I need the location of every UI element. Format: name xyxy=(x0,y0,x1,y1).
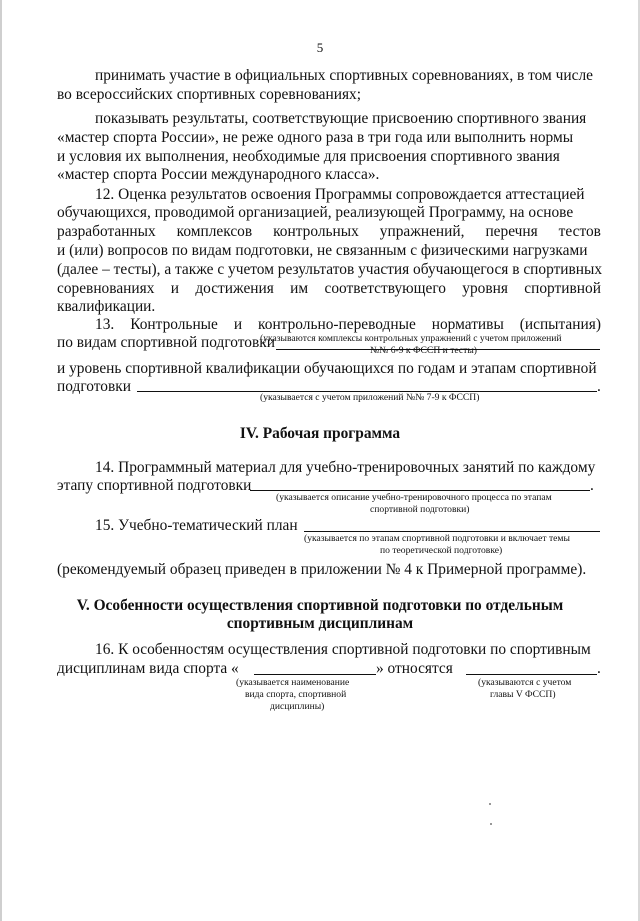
text-line: (рекомендуемый образец приведен в приложении № 4 к Примерной программе). xyxy=(57,561,587,578)
text-line: обучающихся, проводимой организацией, реализующей Программу, на основе xyxy=(57,204,574,221)
section-heading: IV. Рабочая программа xyxy=(239,425,401,442)
word: Контрольные xyxy=(130,316,218,333)
word: и xyxy=(233,316,243,333)
text-line: квалификации. xyxy=(57,298,156,315)
period: . xyxy=(597,378,601,395)
hint-note: (указываются комплексы контрольных упражнений с учетом приложений xyxy=(260,333,562,344)
hint-note: спортивной подготовки) xyxy=(370,504,470,515)
text-line: 12. Оценка результатов освоения Программы сопровождается аттестацией xyxy=(95,186,585,203)
word: комплексов xyxy=(176,223,253,240)
fill-in-blank xyxy=(466,674,597,675)
hint-note: №№ 6-9 к ФССП и тесты) xyxy=(370,345,477,356)
word: тестов xyxy=(558,223,601,240)
hint-note: по теоретической подготовке) xyxy=(380,545,503,556)
word: достижения xyxy=(195,280,274,297)
word: разработанных xyxy=(57,223,156,240)
word: контрольных xyxy=(273,223,359,240)
word: им xyxy=(290,280,309,297)
text-line: 16. К особенностям осуществления спортивной подготовки по спортивным xyxy=(95,641,591,658)
text-line: этапу спортивной подготовки xyxy=(57,477,252,494)
text-line: (далее – тесты), а также с учетом результатов участия обучающегося в спортивных xyxy=(57,261,603,278)
word: упражнений, xyxy=(379,223,465,240)
text-line-justified xyxy=(57,223,601,241)
scan-speck xyxy=(490,823,492,825)
word: контрольно-переводные xyxy=(258,316,416,333)
period: . xyxy=(597,660,601,677)
text-line: во всероссийских спортивных соревнованиях; xyxy=(57,86,362,103)
text-line: дисциплинам вида спорта « xyxy=(57,660,239,677)
text-line: » относятся xyxy=(376,660,453,677)
section-heading: спортивным дисциплинам xyxy=(226,615,414,632)
word: и xyxy=(170,280,179,297)
word: соревнованиях xyxy=(57,280,155,297)
hint-note: (указываются с учетом xyxy=(478,677,572,688)
word: (испытания) xyxy=(519,316,601,333)
text-line: показывать результаты, соответствующие присвоению спортивного звания xyxy=(95,110,587,127)
text-line: «мастер спорта России», не реже одного раза в три года или выполнить нормы xyxy=(57,129,574,146)
text-line: 15. Учебно-тематический план xyxy=(95,517,298,534)
text-line-justified xyxy=(95,316,601,334)
word: 13. xyxy=(95,316,115,333)
word: уровня xyxy=(462,280,508,297)
text-line: подготовки xyxy=(57,378,131,395)
word: нормативы xyxy=(431,316,504,333)
fill-in-blank xyxy=(304,531,600,532)
hint-note: главы V ФССП) xyxy=(490,689,556,700)
word: соответствующего xyxy=(324,280,446,297)
section-heading: V. Особенности осуществления спортивной подготовки по отдельным xyxy=(76,597,564,614)
fill-in-blank xyxy=(254,674,376,675)
fill-in-blank xyxy=(250,490,590,491)
text-line-justified xyxy=(57,280,601,298)
hint-note: (указывается с учетом приложений №№ 7-9 к ФССП) xyxy=(260,392,480,403)
text-line: по видам спортивной подготовки xyxy=(57,334,275,351)
hint-note: (указывается по этапам спортивной подготовки и включает темы xyxy=(304,533,570,544)
word: спортивной xyxy=(524,280,601,297)
period: . xyxy=(590,477,594,494)
text-line: и уровень спортивной квалификации обучающихся по годам и этапам спортивной xyxy=(57,360,597,377)
text-line: и условия их выполнения, необходимые для присвоения спортивного звания xyxy=(57,148,560,165)
text-line: «мастер спорта России международного класса». xyxy=(57,166,380,183)
page-edge-left xyxy=(0,0,2,921)
text-line: 14. Программный материал для учебно-тренировочных занятий по каждому xyxy=(95,459,596,476)
text-line: и (или) вопросов по видам подготовки, не связанным с физическими нагрузками xyxy=(57,242,588,259)
hint-note: дисциплины) xyxy=(270,701,325,712)
text-line: принимать участие в официальных спортивных соревнованиях, в том числе xyxy=(95,67,593,84)
hint-note: (указывается наименование xyxy=(236,677,350,688)
word: перечня xyxy=(485,223,538,240)
scan-speck xyxy=(489,803,491,805)
page-number: 5 xyxy=(316,40,324,55)
hint-note: вида спорта, спортивной xyxy=(245,689,347,700)
hint-note: (указывается описание учебно-тренировочного процесса по этапам xyxy=(276,492,552,503)
